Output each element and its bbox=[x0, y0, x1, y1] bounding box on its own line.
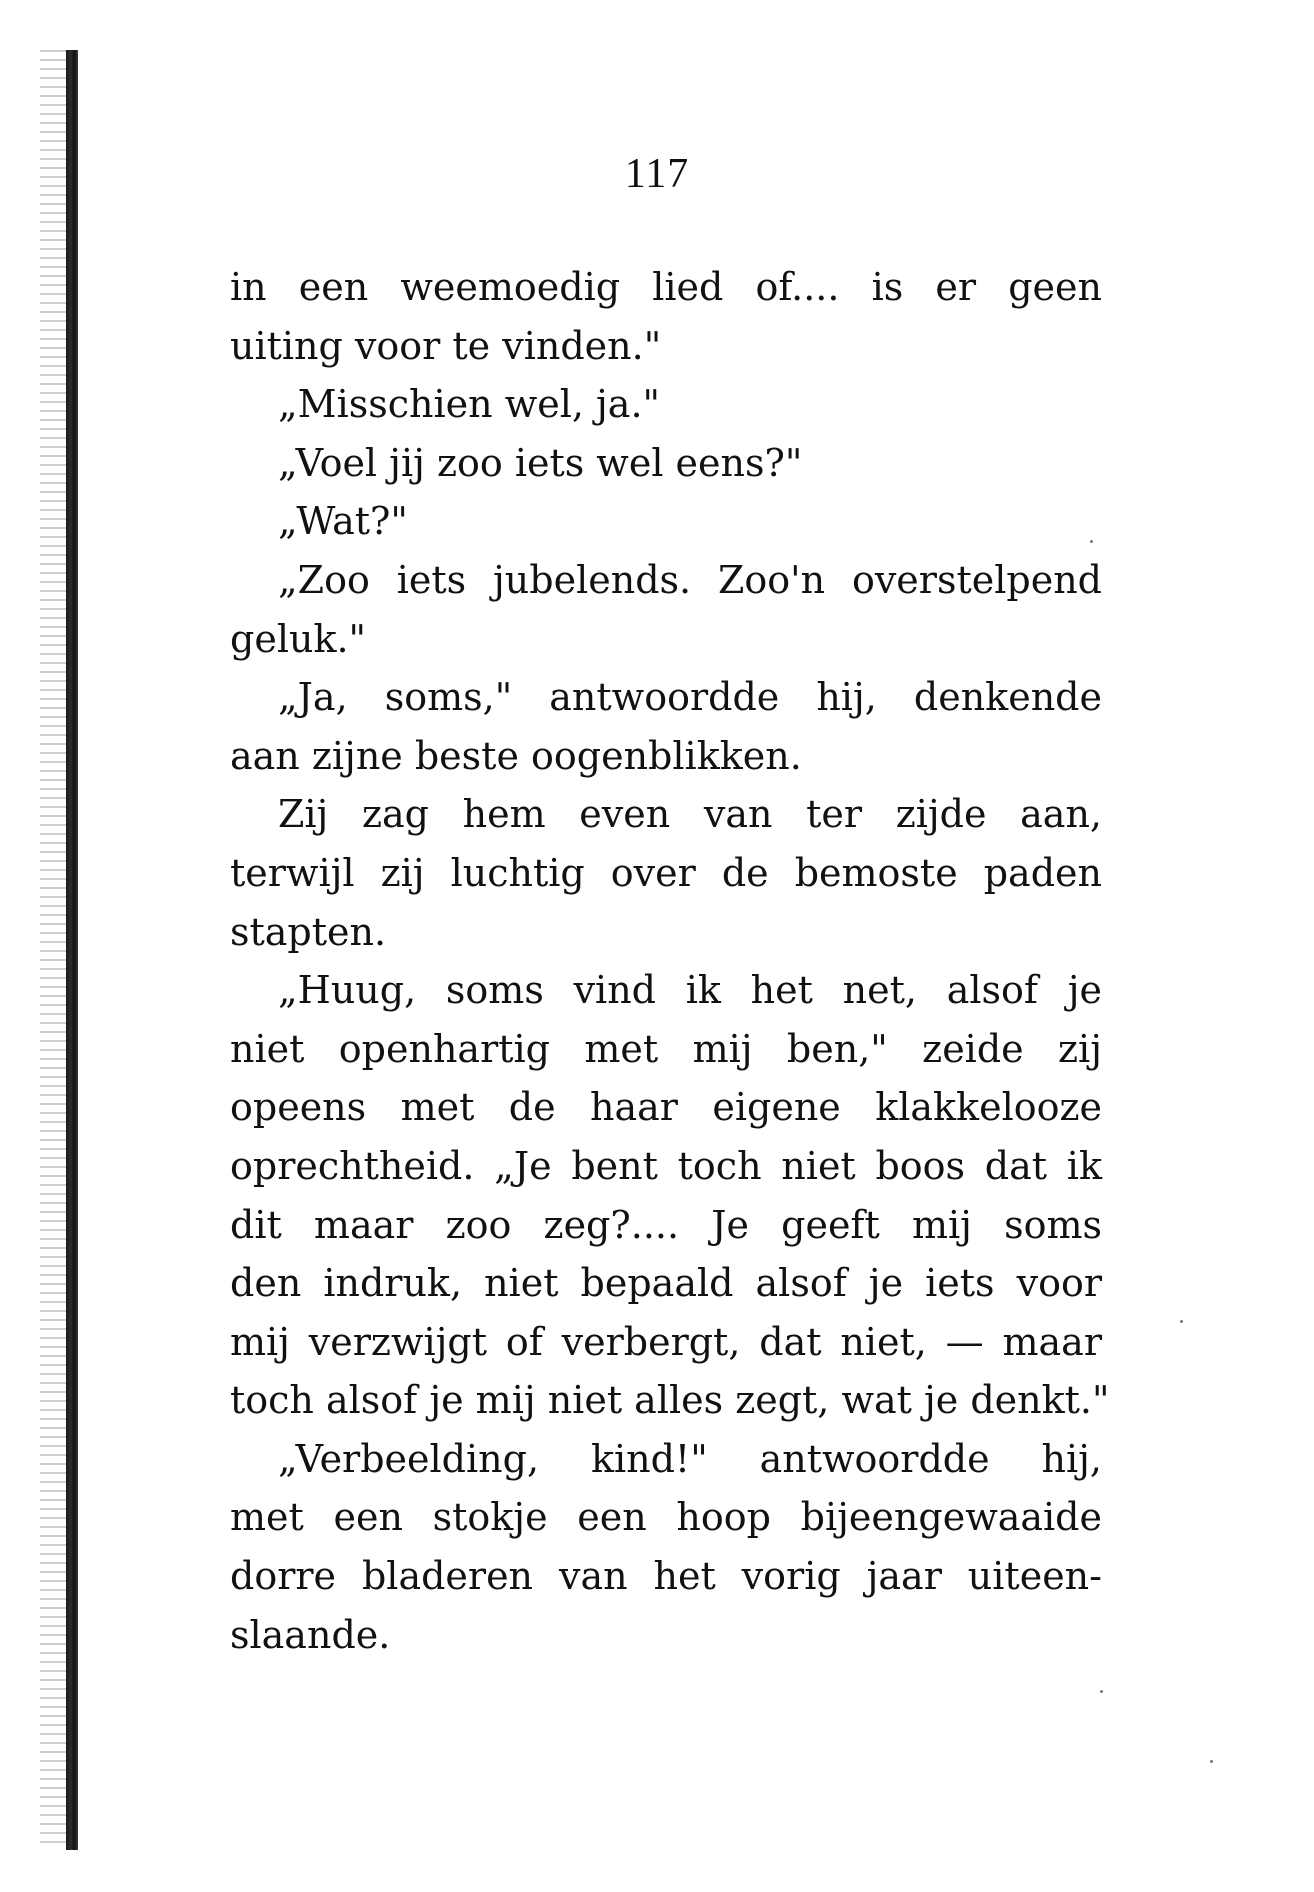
paper-speck bbox=[1180, 1320, 1183, 1323]
page-number: 117 bbox=[624, 151, 690, 197]
text-line: Zij zag hem even van ter zijde aan, bbox=[278, 792, 1102, 837]
text-line: „Wat?" bbox=[278, 499, 408, 544]
paper-speck bbox=[1090, 540, 1093, 543]
text-line: „Verbeelding, kind!" antwoordde hij, bbox=[278, 1436, 1102, 1481]
text-line: dit maar zoo zeg?.... Je geeft mij soms bbox=[230, 1202, 1102, 1247]
text-line: „Misschien wel, ja." bbox=[278, 382, 661, 427]
text-line: toch alsof je mij niet alles zegt, wat je denkt." bbox=[230, 1378, 1110, 1423]
text-line: slaande. bbox=[230, 1612, 391, 1657]
text-line: „Ja, soms," antwoordde hij, denkende bbox=[278, 675, 1102, 720]
spine-binding bbox=[66, 50, 78, 1850]
text-line: den indruk, niet bepaald alsof je iets voor bbox=[230, 1261, 1102, 1306]
paper-speck bbox=[1210, 1760, 1213, 1763]
text-line: geluk." bbox=[230, 616, 367, 661]
page-body-text bbox=[230, 258, 1110, 1664]
text-line: opeens met de haar eigene klakkelooze bbox=[230, 1085, 1102, 1130]
text-line: „Voel jij zoo iets wel eens?" bbox=[278, 440, 803, 485]
text-line: oprechtheid. „Je bent toch niet boos dat ik bbox=[230, 1143, 1102, 1188]
book-spine-edge bbox=[40, 50, 110, 1850]
text-line: „Zoo iets jubelends. Zoo'n overstelpend bbox=[278, 557, 1102, 602]
text-line: terwijl zij luchtig over de bemoste paden bbox=[230, 850, 1102, 895]
text-line: mij verzwijgt of verbergt, dat niet, — maar bbox=[230, 1319, 1102, 1364]
paper-speck bbox=[1100, 1690, 1103, 1693]
text-line: dorre bladeren van het vorig jaar uiteen- bbox=[230, 1554, 1102, 1599]
text-line: niet openhartig met mij ben," zeide zij bbox=[230, 1026, 1102, 1071]
text-line: stapten. bbox=[230, 909, 387, 954]
text-line: aan zijne beste oogenblikken. bbox=[230, 733, 802, 778]
text-line: in een weemoedig lied of.... is er geen bbox=[230, 265, 1102, 309]
text-line: „Huug, soms vind ik het net, alsof je bbox=[278, 968, 1102, 1013]
text-line: uiting voor te vinden." bbox=[230, 323, 662, 368]
text-line: met een stokje een hoop bijeengewaaide bbox=[230, 1495, 1102, 1540]
